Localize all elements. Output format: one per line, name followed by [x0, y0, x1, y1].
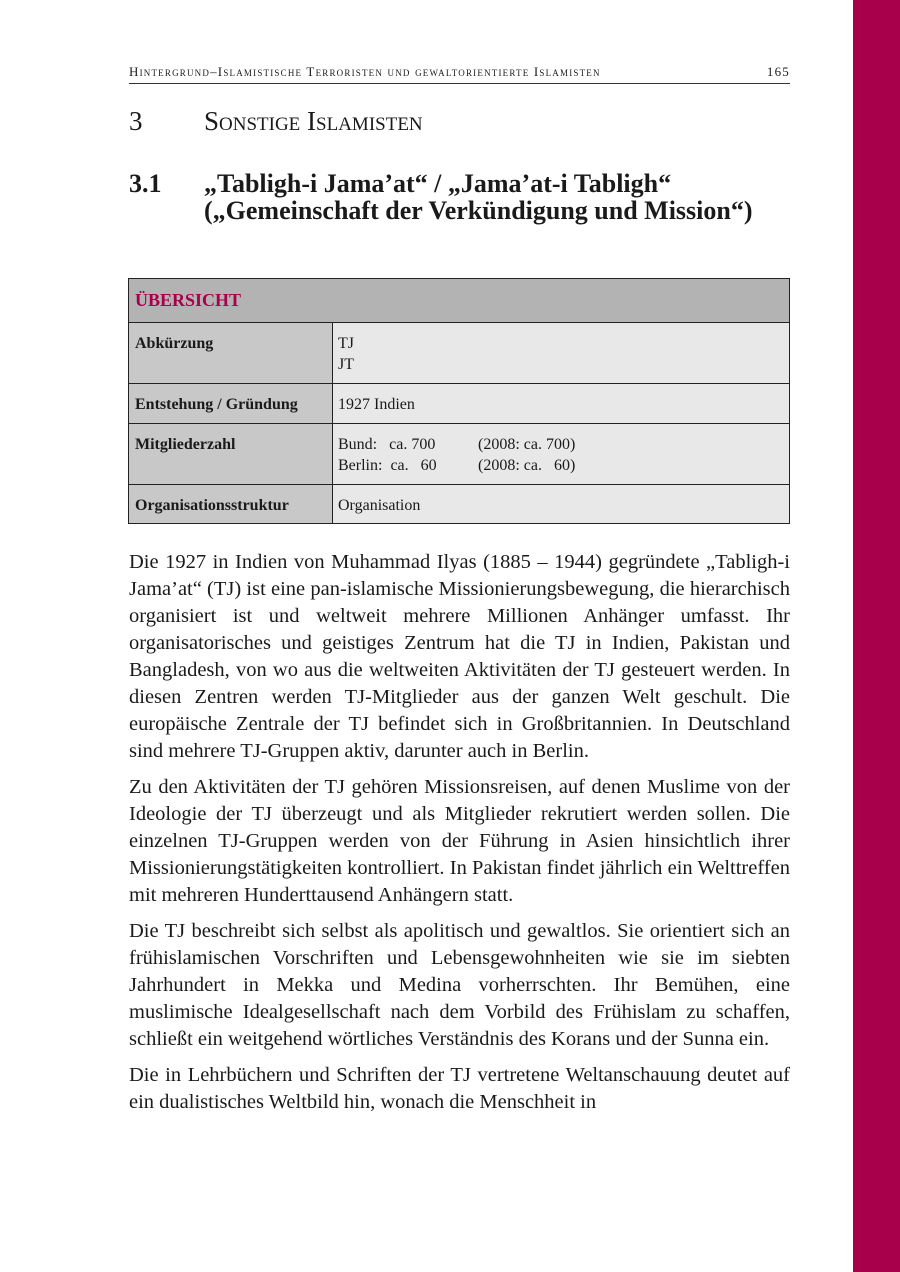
value-line: Organisation: [338, 497, 421, 514]
body-text: [129, 549, 790, 1125]
row-value: [333, 323, 790, 384]
overview-header-row: [129, 279, 790, 323]
paragraph: Die TJ beschreibt sich selbst als apolitisch und gewaltlos. Sie orientiert sich an frühislamischen Vorschriften und Lebensgewohnheiten wie sie im siebten Jahrhundert in Mekka und Medina vorherrschten. Ihr Bemühen, eine muslimische Idealgesellschaft nach dem Vorbild des Frühislam zu schaffen, schließt ein weitgehend wörtliches Verständnis des Korans und der Sunna ein.: [129, 920, 790, 1050]
page-number: 165: [766, 64, 790, 79]
section-number: 3: [129, 106, 143, 136]
row-label: Mitgliederzahl: [129, 424, 333, 485]
overview-title: ÜBERSICHT: [135, 289, 242, 310]
row-label: Entstehung / Gründung: [129, 384, 333, 424]
side-color-bar: [853, 0, 900, 1272]
member-count: Bund: ca. 700: [338, 436, 436, 453]
subsection-number: 3.1: [129, 169, 162, 198]
running-head: [129, 64, 790, 84]
paragraph: Die 1927 in Indien von Muhammad Ilyas (1885 – 1944) gegründete „Tabligh-i Jama’at“ (TJ) ist eine pan-islamische Missionierungsbewegung, die hierarchisch organisiert ist und weltweit mehrere Millionen Anhänger umfasst. Ihr organisatorisches und geistiges Zentrum hat die TJ in Indien, Pakistan und Bangladesh, von wo aus die weltweiten Aktivitäten der TJ gesteuert werden. In diesen Zentren werden TJ-Mitglieder aus der ganzen Welt geschult. Die europäische Zentrale der TJ befindet sich in Großbritannien. In Deutschland sind mehrere TJ-Gruppen aktiv, darunter auch in Berlin.: [129, 551, 790, 762]
table-row: [129, 384, 790, 424]
member-count-previous: (2008: ca. 700): [478, 436, 576, 453]
member-count-previous: (2008: ca. 60): [478, 457, 576, 474]
member-line: [338, 455, 785, 476]
value-line: TJ: [338, 335, 354, 352]
section-title: Sonstige Islamisten: [204, 106, 423, 136]
paragraph: Zu den Aktivitäten der TJ gehören Missionsreisen, auf denen Muslime von der Ideologie der TJ überzeugt und als Mitglieder rekrutiert werden sollen. Die einzelnen TJ-Gruppen werden von der Führung in Asien hinsichtlich ihrer Missionierungstätigkeiten kontrolliert. In Pakistan findet jährlich ein Welttreffen mit mehreren Hunderttausend Anhängern statt.: [129, 776, 790, 906]
row-value: [333, 424, 790, 485]
row-label: Organisationsstruktur: [129, 485, 333, 524]
row-label: Abkürzung: [129, 323, 333, 384]
value-line: 1927 Indien: [338, 396, 415, 413]
overview-table: [128, 278, 790, 524]
overview-header-cell: [129, 279, 790, 323]
member-line: [338, 434, 785, 455]
table-row: [129, 424, 790, 485]
running-head-title: Hintergrund–Islamistische Terroristen und gewaltorientierte Islamisten: [129, 64, 601, 79]
row-value: [333, 485, 790, 524]
paragraph: Die in Lehrbüchern und Schriften der TJ vertretene Weltanschauung deutet auf ein dualistisches Weltbild hin, wonach die Menschheit in: [129, 1064, 790, 1113]
table-row: [129, 323, 790, 384]
member-count: Berlin: ca. 60: [338, 457, 437, 474]
subsection-title: „Tabligh-i Jama’at“ / „Jama’at-i Tabligh“ („Gemeinschaft der Verkündigung und Mission“): [204, 169, 753, 225]
row-value: [333, 384, 790, 424]
value-line: JT: [338, 356, 354, 373]
table-row: [129, 485, 790, 524]
